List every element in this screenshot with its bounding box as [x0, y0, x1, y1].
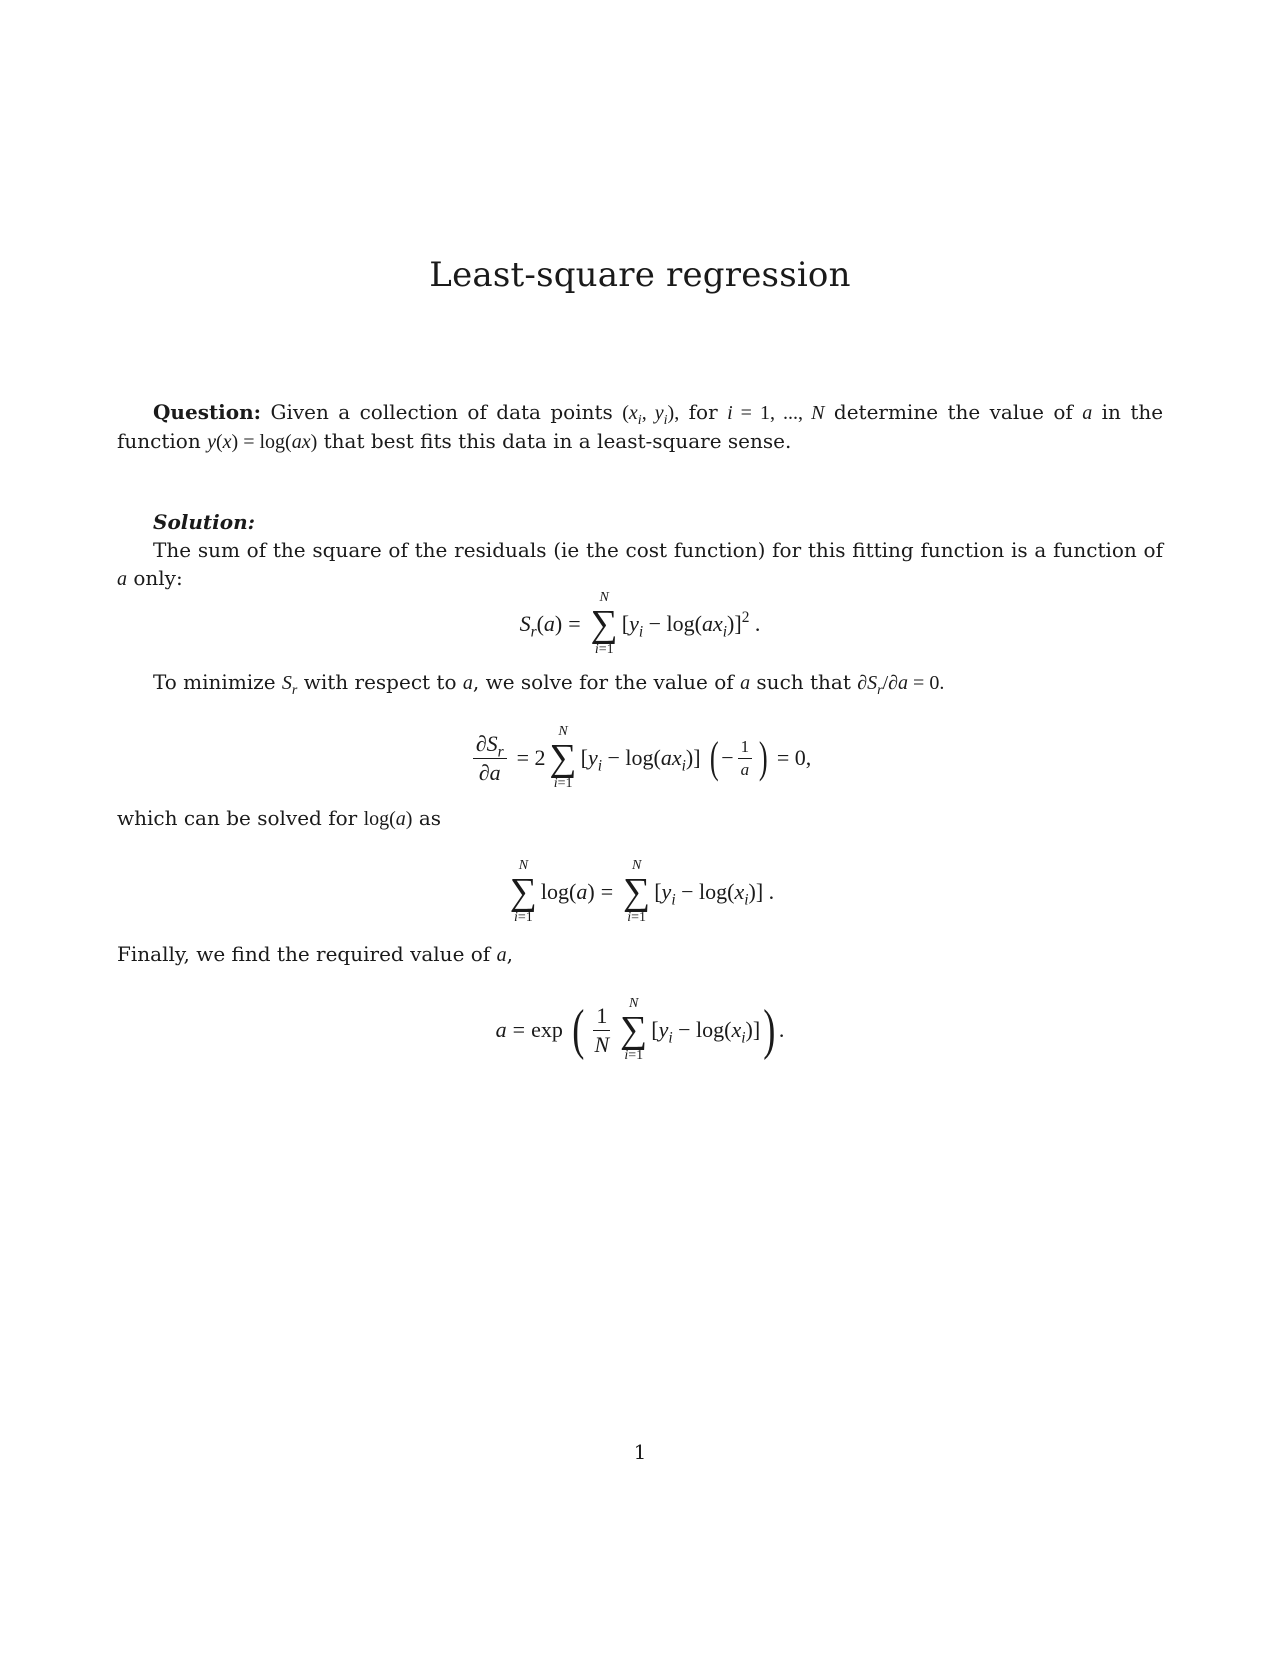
- minimize-text-2: with respect to: [303, 670, 457, 694]
- solved-for-text-1: which can be solved for: [117, 806, 358, 830]
- equation-derivative: $\frac{\partial S_r}{\partial a}$ = 2 N ∑ i=1 $[y_i - \log(ax_i)]$ ( − $\frac{1}{a}$ ) = 0,: [0, 718, 1280, 798]
- minimize-text-3: we solve for the value of: [485, 670, 734, 694]
- equation-cost-function: $S_r(a)$ = N ∑ i=1 $[y_i - \log(ax_i)]^2$ .: [519, 590, 761, 657]
- page-number: 1: [633, 1440, 647, 1464]
- solution-intro-paragraph: [117, 536, 1163, 593]
- summation-symbol: N ∑ i=1: [620, 996, 648, 1063]
- solution-intro-text-1: The sum of the square of the residuals (ie the cost function) for this fitting function is a function of: [153, 538, 1163, 562]
- data-points-expression: ($x_i$, $y_i$),: [622, 402, 680, 428]
- question-text-5: function: [117, 429, 201, 453]
- minimize-paragraph: To minimize $S_r$ with respect to a, we solve for the value of a such that $\partial S_r/\partial a = 0$.: [153, 670, 945, 698]
- summation-symbol: N ∑ i=1: [509, 858, 537, 925]
- index-range-expression: i = 1, ..., N: [727, 402, 825, 424]
- question-paragraph: [117, 398, 1163, 456]
- summation-symbol: N ∑ i=1: [549, 724, 577, 791]
- solution-intro-text-2: only:: [133, 566, 183, 590]
- solved-for-text-2: as: [418, 806, 441, 830]
- partial-derivative-fraction: $\frac{\partial S_r}{\partial a}$: [473, 731, 507, 786]
- finally-paragraph: Finally, we find the required value of a,: [117, 942, 513, 966]
- question-text-3: determine the value of: [833, 400, 1073, 424]
- equation-log-a: N ∑ i=1 log(a) = N ∑ i=1 $[y_i - \log(x_i)]$ .: [509, 858, 775, 925]
- question-text-4: in the: [1101, 400, 1164, 424]
- equation-final-a: a = exp ( $\frac{1}{N}$ N ∑ i=1 $[y_i - \log(x_i)]$ ) .: [495, 996, 785, 1063]
- summation-symbol: N ∑ i=1: [590, 590, 618, 657]
- page-title: Least-square regression: [429, 255, 851, 295]
- minimize-text-1: To minimize: [153, 670, 276, 694]
- model-function-expression: y(x) = log(ax): [207, 431, 318, 453]
- solution-heading: [117, 508, 1163, 536]
- solved-for-paragraph: which can be solved for log(a) as: [117, 806, 441, 830]
- question-label: Question:: [153, 400, 262, 424]
- solution-label: Solution:: [153, 510, 256, 534]
- variable-a: a: [117, 568, 127, 590]
- finally-text: Finally, we find the required value of: [117, 942, 491, 966]
- question-text-6: that best fits this data in a least-square sense.: [323, 429, 792, 453]
- variable-a: a: [1082, 402, 1093, 424]
- minimize-text-4: such that: [756, 670, 851, 694]
- question-text-1: Given a collection of data points: [270, 400, 613, 424]
- summation-symbol: N ∑ i=1: [623, 858, 651, 925]
- question-text-2: for: [688, 400, 718, 424]
